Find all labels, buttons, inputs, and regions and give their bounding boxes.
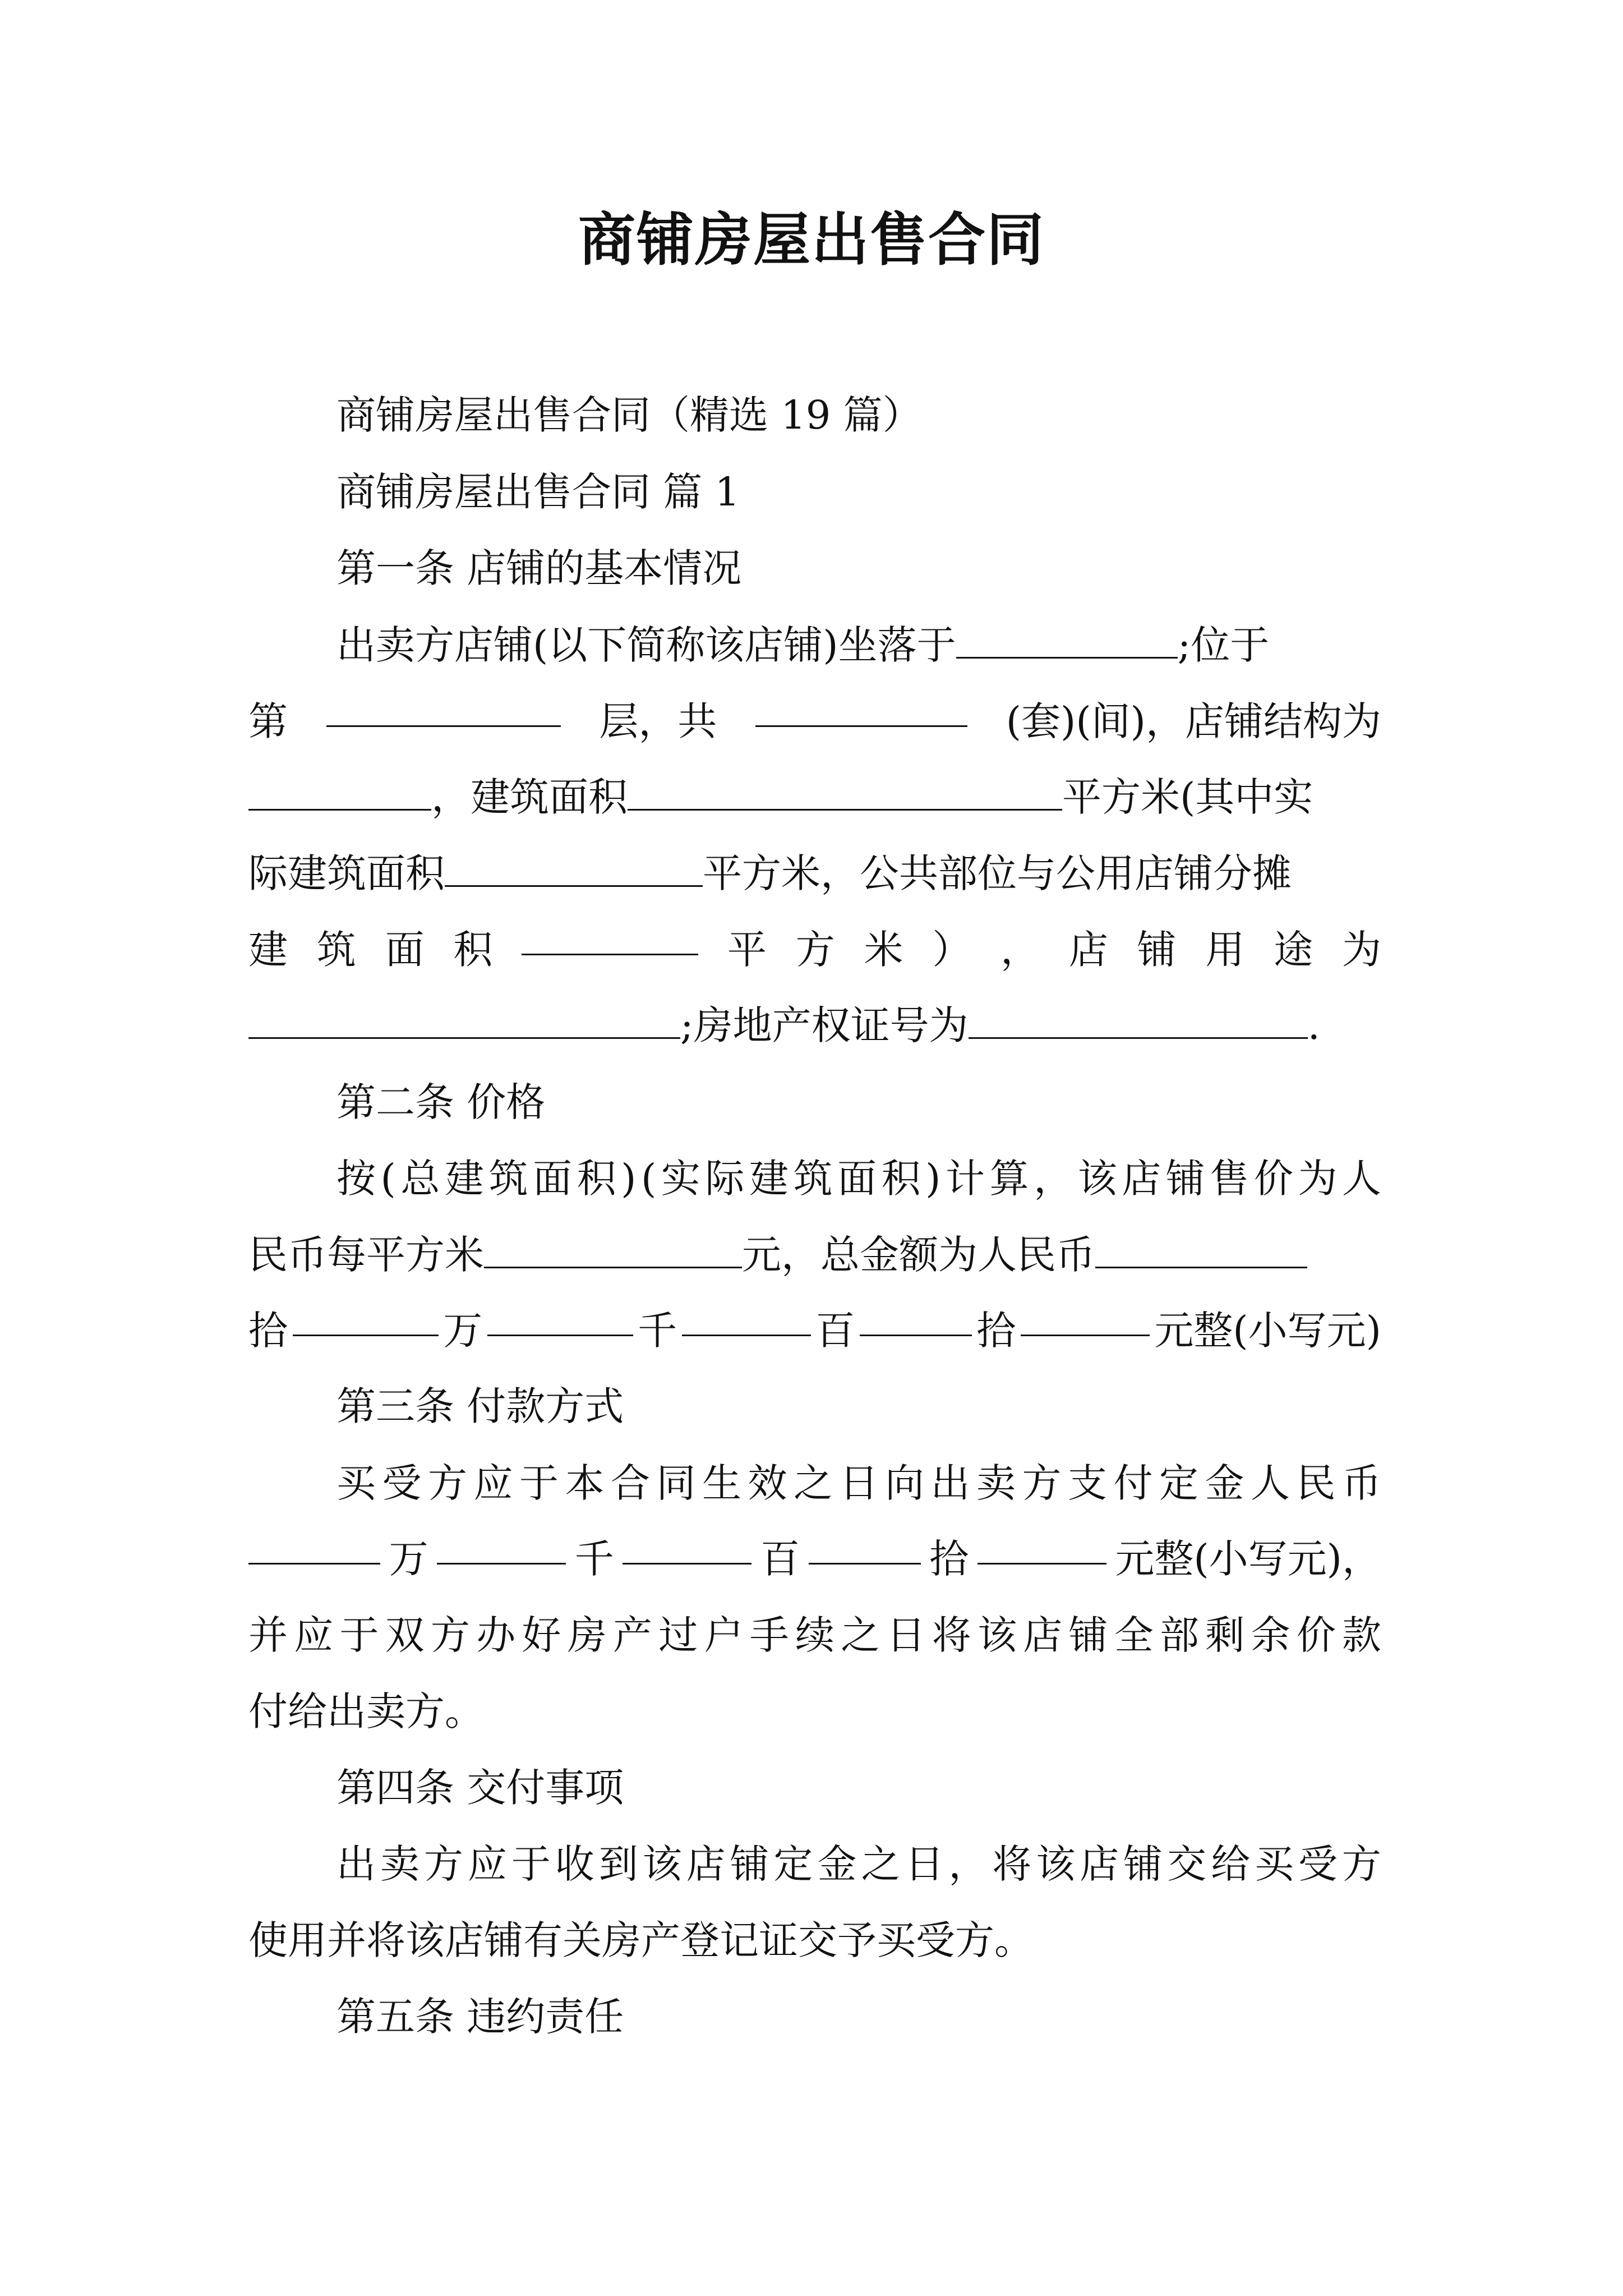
char: 铺 — [1137, 927, 1177, 973]
char: 应 — [294, 1612, 334, 1658]
char: 方 — [1022, 1460, 1062, 1506]
unit-label: 百 — [815, 1308, 855, 1354]
char: 建 — [248, 927, 288, 973]
text: 平方米，公共部位与公用店铺分摊 — [703, 850, 1292, 896]
unit-label: 拾 — [929, 1536, 969, 1582]
char: 该 — [1036, 1841, 1076, 1887]
char: 计 — [946, 1156, 985, 1202]
article-1-line-1 — [336, 614, 1381, 676]
char: 金 — [1205, 1460, 1244, 1506]
text: 出卖方店铺(以下简称该店铺)坐落于 — [336, 622, 956, 668]
char: 户 — [704, 1612, 744, 1658]
char: 双 — [385, 1612, 425, 1658]
article-1-heading: 第一条 店铺的基本情况 — [336, 545, 742, 591]
char: ， — [948, 1841, 988, 1887]
char: 产 — [613, 1612, 652, 1658]
char: 为 — [1298, 1156, 1338, 1202]
total-amount-blank — [1095, 1232, 1307, 1268]
char: 付 — [1113, 1460, 1153, 1506]
article-1-line-3 — [248, 766, 1381, 828]
char: 过 — [658, 1612, 698, 1658]
char: 店 — [1080, 1841, 1119, 1887]
char: 将 — [992, 1841, 1032, 1887]
char: 交 — [1167, 1841, 1207, 1887]
char: 本 — [565, 1460, 605, 1506]
char: 价 — [1253, 1156, 1293, 1202]
char: 建 — [444, 1156, 484, 1202]
char: 好 — [522, 1612, 561, 1658]
text: 层，共 — [599, 698, 717, 744]
char: 定 — [773, 1841, 813, 1887]
char: 面 — [533, 1156, 573, 1202]
char: 店 — [1068, 927, 1108, 973]
unit-label: 元整(小写元) — [1154, 1308, 1381, 1354]
char: 铺 — [1165, 1156, 1205, 1202]
certificate-blank — [969, 1002, 1308, 1039]
char: 到 — [598, 1841, 638, 1887]
text: ;位于 — [1177, 622, 1270, 668]
article-4-line-2: 使用并将该店铺有关房产登记证交予买受方。 — [248, 1917, 1034, 1963]
char: 日 — [886, 1612, 926, 1658]
char: 际 — [705, 1156, 745, 1202]
char: 币 — [1342, 1460, 1381, 1506]
char: 店 — [1122, 1156, 1161, 1202]
char: ( — [380, 1156, 396, 1202]
char: 卖 — [976, 1460, 1016, 1506]
article-2-heading: 第二条 价格 — [336, 1079, 546, 1125]
deposit-blank — [437, 1528, 566, 1565]
char: 该 — [642, 1841, 682, 1887]
char: 方 — [428, 1460, 467, 1506]
unit-label: 千 — [574, 1536, 614, 1582]
deposit-blank — [623, 1528, 751, 1565]
char: 铺 — [1123, 1841, 1163, 1887]
char: 给 — [1211, 1841, 1251, 1887]
document-subtitle: 商铺房屋出售合同（精选 19 篇） — [336, 392, 922, 438]
char: 全 — [1114, 1612, 1154, 1658]
char: 于 — [519, 1460, 559, 1506]
char: ) — [925, 1156, 941, 1202]
char: 筑 — [316, 927, 356, 973]
char: 部 — [1160, 1612, 1199, 1658]
char: 款 — [1342, 1612, 1381, 1658]
document-title: 商铺房屋出售合同 — [578, 206, 1045, 274]
article-3-heading: 第三条 付款方式 — [336, 1383, 624, 1429]
char: 面 — [385, 927, 425, 973]
char: 筑 — [793, 1156, 833, 1202]
char: 筑 — [488, 1156, 528, 1202]
char: 该 — [978, 1612, 1017, 1658]
char: 铺 — [1068, 1612, 1108, 1658]
chapter-heading: 商铺房屋出售合同 篇 1 — [336, 469, 740, 515]
char: 出 — [930, 1460, 970, 1506]
text: 平方米(其中实 — [1062, 774, 1313, 820]
unit-label: 万 — [389, 1536, 428, 1582]
char: 日 — [905, 1841, 944, 1887]
text: ;房地产权证号为 — [680, 1002, 969, 1048]
text: . — [1307, 1002, 1320, 1048]
amount-blank — [860, 1300, 972, 1336]
char: 房 — [567, 1612, 607, 1658]
char: 积 — [881, 1156, 921, 1202]
char: 平 — [727, 927, 767, 973]
actual-area-blank — [445, 850, 703, 887]
location-blank — [956, 622, 1178, 659]
char: ） — [932, 927, 972, 973]
char: 日 — [839, 1460, 879, 1506]
char: 买 — [1255, 1841, 1294, 1887]
char: 积 — [577, 1156, 616, 1202]
article-3-line-2 — [248, 1528, 1381, 1590]
char: 实 — [661, 1156, 700, 1202]
char: ， — [1034, 1156, 1073, 1202]
char: 店 — [686, 1841, 726, 1887]
char: 铺 — [730, 1841, 769, 1887]
char: 该 — [1077, 1156, 1117, 1202]
article-1-line-2 — [248, 691, 1381, 752]
char: 建 — [749, 1156, 789, 1202]
char: 金 — [817, 1841, 857, 1887]
char: 卖 — [380, 1841, 419, 1887]
amount-blank — [1021, 1300, 1150, 1336]
article-3-line-1 — [336, 1452, 1381, 1514]
article-1-line-6 — [248, 995, 1381, 1056]
amount-blank — [487, 1300, 633, 1336]
char: 面 — [837, 1156, 877, 1202]
units-blank — [755, 691, 967, 727]
char: 米 — [864, 927, 903, 973]
article-5-heading: 第五条 违约责任 — [336, 1994, 624, 2040]
char: 方 — [431, 1612, 470, 1658]
unit-label: 万 — [443, 1308, 483, 1354]
text: 第 — [248, 698, 288, 744]
char: 为 — [1341, 927, 1381, 973]
article-2-line-2 — [248, 1224, 1381, 1286]
char: 民 — [1296, 1460, 1336, 1506]
char: 积 — [453, 927, 493, 973]
char: 算 — [989, 1156, 1029, 1202]
char: 之 — [794, 1460, 833, 1506]
text: 民币每平方米 — [248, 1232, 484, 1278]
char: 生 — [702, 1460, 741, 1506]
unit-label: 元整(小写元)， — [1115, 1536, 1381, 1582]
article-2-line-1 — [336, 1148, 1381, 1209]
char: 合 — [611, 1460, 650, 1506]
char: 余 — [1251, 1612, 1290, 1658]
deposit-blank — [978, 1528, 1106, 1565]
unit-label: 拾 — [976, 1308, 1016, 1354]
char: 应 — [473, 1460, 513, 1506]
char: ， — [1000, 927, 1040, 973]
char: 人 — [1341, 1156, 1381, 1202]
char: 收 — [555, 1841, 594, 1887]
char: 于 — [511, 1841, 551, 1887]
char: 并 — [248, 1612, 288, 1658]
char: 方 — [423, 1841, 463, 1887]
char: 售 — [1210, 1156, 1249, 1202]
char: 店 — [1023, 1612, 1063, 1658]
usage-blank — [248, 1002, 680, 1039]
article-4-line-1 — [336, 1833, 1381, 1895]
text: 际建筑面积 — [248, 850, 445, 896]
char: ( — [641, 1156, 657, 1202]
char: 定 — [1159, 1460, 1198, 1506]
char: 方 — [795, 927, 835, 973]
char: 办 — [476, 1612, 516, 1658]
char: ) — [621, 1156, 637, 1202]
char: 买 — [336, 1460, 376, 1506]
char: 同 — [656, 1460, 696, 1506]
char: 途 — [1274, 927, 1313, 973]
text: 元，总金额为人民币 — [742, 1232, 1095, 1278]
article-4-heading: 第四条 交付事项 — [336, 1765, 624, 1811]
unit-label: 拾 — [248, 1308, 288, 1354]
char: 向 — [885, 1460, 924, 1506]
unit-price-blank — [484, 1232, 742, 1268]
char: 用 — [1205, 927, 1245, 973]
amount-blank — [293, 1300, 439, 1336]
char: 人 — [1251, 1460, 1290, 1506]
shared-area-blank — [522, 919, 698, 955]
article-3-line-3 — [248, 1604, 1381, 1666]
char: 总 — [400, 1156, 440, 1202]
unit-label: 百 — [760, 1536, 800, 1582]
article-3-line-4: 付给出卖方。 — [248, 1688, 484, 1734]
char: 续 — [795, 1612, 834, 1658]
char: 将 — [932, 1612, 971, 1658]
article-2-line-3 — [248, 1300, 1381, 1361]
amount-blank — [682, 1300, 811, 1336]
char: 剩 — [1205, 1612, 1245, 1658]
deposit-blank — [248, 1528, 380, 1565]
structure-blank — [248, 774, 431, 811]
unit-label: 千 — [638, 1308, 677, 1354]
char: 应 — [467, 1841, 507, 1887]
char: 之 — [861, 1841, 901, 1887]
char: 支 — [1068, 1460, 1107, 1506]
article-1-line-5 — [248, 919, 1381, 981]
text: ，建筑面积 — [431, 774, 628, 820]
char: 受 — [382, 1460, 422, 1506]
char: 方 — [1341, 1841, 1381, 1887]
char: 出 — [336, 1841, 376, 1887]
char: 价 — [1296, 1612, 1336, 1658]
text: (套)(间)，店铺结构为 — [1006, 698, 1381, 744]
char: 受 — [1298, 1841, 1338, 1887]
floor-blank — [326, 691, 561, 727]
deposit-blank — [809, 1528, 921, 1565]
article-1-line-4 — [248, 843, 1381, 904]
char: 于 — [339, 1612, 379, 1658]
char: 效 — [748, 1460, 787, 1506]
char: 之 — [841, 1612, 880, 1658]
area-blank — [628, 774, 1062, 811]
char: 按 — [336, 1156, 376, 1202]
char: 手 — [749, 1612, 789, 1658]
